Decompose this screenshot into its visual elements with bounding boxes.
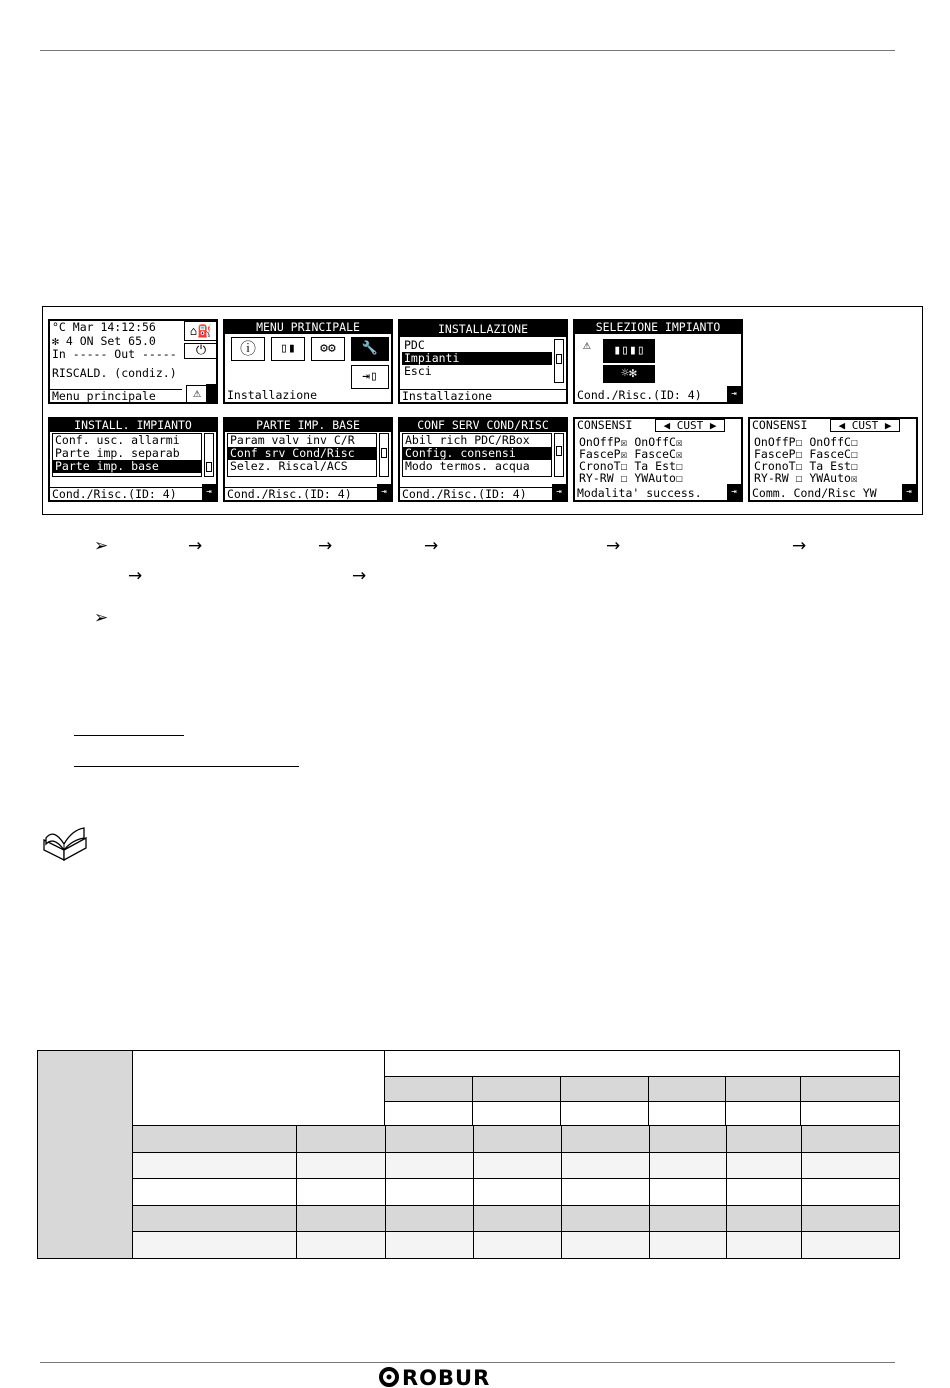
screens-figure <box>42 306 923 515</box>
screen-footer: Cond./Risc.(ID: 4) <box>50 487 216 500</box>
menu-item[interactable]: PDC <box>404 339 425 352</box>
mode-value: CUST <box>676 419 704 432</box>
menu-item-selected[interactable]: Parte imp. base <box>53 460 201 473</box>
table-divider <box>561 1126 562 1259</box>
screen-home <box>48 319 218 404</box>
consensi-row[interactable]: CronoT☐ Ta Est☐ <box>754 459 858 473</box>
arrow-icon: → <box>424 536 439 556</box>
sun-snow-icon[interactable]: ☼✻ <box>603 365 655 383</box>
mode-text: RISCALD. (condiz.) <box>52 366 177 380</box>
menu-item[interactable]: Param valv inv C/R <box>230 434 355 447</box>
screen-footer: Cond./Risc.(ID: 4) <box>225 487 391 500</box>
warning-icon[interactable]: ⚠ <box>186 385 208 403</box>
menu-list <box>52 433 202 477</box>
table-cell <box>473 1102 561 1126</box>
exit-icon[interactable]: ⇥ <box>727 386 741 402</box>
arrow-icon: → <box>188 536 203 556</box>
screen-parte-imp-base <box>223 417 393 502</box>
consensi-row[interactable]: RY-RW ☐ YWAuto☒ <box>754 471 858 485</box>
exit-icon[interactable]: ⇥ <box>552 484 566 500</box>
screen-consensi-2 <box>748 417 918 502</box>
exit-icon[interactable]: ⇥ <box>902 484 916 500</box>
menu-item[interactable]: Selez. Riscal/ACS <box>230 460 348 473</box>
menu-list <box>402 339 552 383</box>
book-icon <box>40 820 90 862</box>
table-row <box>133 1126 900 1153</box>
gears-icon[interactable]: ⚙⚙ <box>311 337 345 361</box>
screen-title: CONSENSI <box>752 418 808 432</box>
table-divider <box>801 1126 802 1259</box>
bullet-icon: ➢ <box>94 536 109 556</box>
table-cell <box>726 1077 801 1102</box>
table-cell <box>801 1102 900 1126</box>
table-divider <box>649 1126 650 1259</box>
consensi-row[interactable]: OnOffP☐ OnOffC☐ <box>754 435 858 449</box>
arrow-icon: → <box>128 566 143 586</box>
screen-footer: Comm. Cond/Risc YW <box>752 486 877 500</box>
arrow-icon: → <box>792 536 807 556</box>
screen-title: CONSENSI <box>577 418 633 432</box>
table-cell <box>649 1077 726 1102</box>
exit-icon[interactable]: ⇥ <box>727 484 741 500</box>
svg-text:ROBUR: ROBUR <box>402 1366 491 1388</box>
footer-rule <box>40 1362 895 1363</box>
screen-title: INSTALLAZIONE <box>400 321 566 337</box>
menu-icon[interactable] <box>206 384 216 402</box>
table-divider <box>726 1126 727 1259</box>
power-icon[interactable]: ⏻ <box>184 343 218 359</box>
screen-footer: Installazione <box>227 388 318 402</box>
consensi-row[interactable]: FasceP☒ FasceC☒ <box>579 447 683 461</box>
consensi-row[interactable]: RY-RW ☐ YWAuto☐ <box>579 471 683 485</box>
table-cell <box>385 1077 473 1102</box>
table-cell <box>801 1077 900 1102</box>
screen-main-menu <box>223 319 393 404</box>
status-line-3: In ----- Out ----- <box>52 347 177 361</box>
table-row <box>133 1179 900 1206</box>
table-cell <box>561 1102 649 1126</box>
arrow-right-icon[interactable]: ▶ <box>884 419 892 432</box>
menu-item[interactable]: Abil rich PDC/RBox <box>405 434 530 447</box>
screen-consensi-1 <box>573 417 743 502</box>
screen-footer: Installazione <box>400 389 566 402</box>
table-cell <box>649 1102 726 1126</box>
consensi-row[interactable]: FasceP☐ FasceC☐ <box>754 447 858 461</box>
table-cell <box>561 1077 649 1102</box>
table-cell <box>38 1051 133 1259</box>
bullet-icon: ➢ <box>94 608 109 628</box>
table-divider <box>385 1126 386 1259</box>
arrow-left-icon[interactable]: ◀ <box>663 419 671 432</box>
scrollbar[interactable] <box>204 433 214 477</box>
table-cell <box>473 1077 561 1102</box>
underline <box>74 766 299 767</box>
robur-logo <box>378 1366 530 1388</box>
mode-selector[interactable] <box>830 419 900 432</box>
screen-install-impianto <box>48 417 218 502</box>
exit-icon[interactable]: ⇥ <box>377 484 391 500</box>
arrow-icon: → <box>606 536 621 556</box>
scrollbar[interactable] <box>379 433 389 477</box>
screen-footer: Cond./Risc.(ID: 4) <box>577 388 702 402</box>
table-divider <box>296 1126 297 1259</box>
arrow-icon: → <box>352 566 367 586</box>
home-icon[interactable]: ⌂⛽ <box>184 321 218 341</box>
table-cell <box>385 1051 900 1077</box>
data-table <box>37 1050 900 1259</box>
table-row <box>133 1232 900 1259</box>
table-cell <box>385 1102 473 1126</box>
arrow-right-icon[interactable]: ▶ <box>709 419 717 432</box>
table-row <box>133 1153 900 1179</box>
menu-item[interactable]: Esci <box>404 365 432 378</box>
screen-selezione-impianto <box>573 319 743 404</box>
screen-title: INSTALL. IMPIANTO <box>50 419 216 432</box>
screen-title: SELEZIONE IMPIANTO <box>575 321 741 334</box>
underline <box>74 735 184 736</box>
header-rule <box>40 50 895 51</box>
menu-list <box>227 433 377 477</box>
menu-item-selected[interactable]: Config. consensi <box>403 447 551 460</box>
mode-value: CUST <box>851 419 879 432</box>
screen-footer: Cond./Risc.(ID: 4) <box>400 487 566 500</box>
scrollbar[interactable] <box>554 433 564 477</box>
arrow-icon: → <box>318 536 333 556</box>
screen-title: CONF SERV COND/RISC <box>400 419 566 432</box>
wrench-icon[interactable]: 🔧 <box>351 337 389 361</box>
screen-footer: Modalita' success. <box>577 486 702 500</box>
menu-list <box>402 433 552 477</box>
menu-item-selected[interactable]: Impianti <box>402 352 552 365</box>
menu-item[interactable]: Parte imp. separab <box>55 447 180 460</box>
table-cell <box>133 1051 385 1126</box>
screen-title: MENU PRINCIPALE <box>225 321 391 334</box>
arrow-left-icon[interactable]: ◀ <box>838 419 846 432</box>
info-icon[interactable]: ⓘ <box>231 337 265 361</box>
menu-item[interactable]: Modo termos. acqua <box>405 460 530 473</box>
menu-item-selected[interactable]: Conf srv Cond/Risc <box>228 447 376 460</box>
screen-footer: Menu principale <box>50 389 182 402</box>
status-line: °C Mar 14:12:56 <box>52 320 156 334</box>
plant-icon[interactable]: ▮▯▮▯ <box>603 339 655 363</box>
exit-icon[interactable]: ⇥ <box>202 484 216 500</box>
screen-installazione <box>398 319 568 404</box>
table-divider <box>473 1126 474 1259</box>
status-line-2: ✻ 4 ON Set 65.0 <box>52 334 156 348</box>
table-row <box>133 1206 900 1232</box>
screen-title: PARTE IMP. BASE <box>225 419 391 432</box>
consensi-row[interactable]: CronoT☐ Ta Est☐ <box>579 459 683 473</box>
screen-conf-serv <box>398 417 568 502</box>
menu-item[interactable]: Conf. usc. allarmi <box>55 434 180 447</box>
exit-door-icon[interactable]: ⇥▯ <box>351 365 389 389</box>
scrollbar[interactable] <box>554 339 564 383</box>
mode-selector[interactable] <box>655 419 725 432</box>
consensi-row[interactable]: OnOffP☒ OnOffC☒ <box>579 435 683 449</box>
table-cell <box>726 1102 801 1126</box>
device-icon[interactable]: ▯▮ <box>271 337 305 361</box>
warning-icon: ⚠ <box>583 338 591 353</box>
